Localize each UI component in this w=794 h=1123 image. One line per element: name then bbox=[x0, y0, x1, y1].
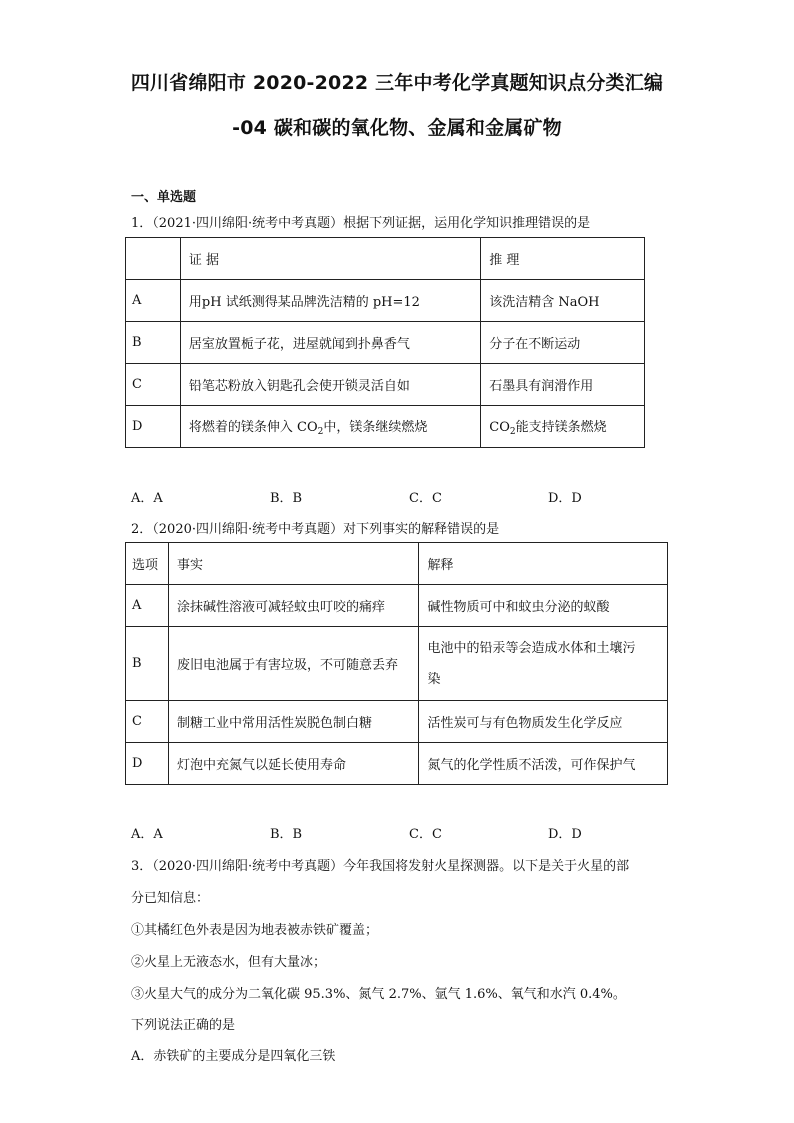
q3-info-3: ③火星大气的成分为二氧化碳 95.3%、氮气 2.7%、氩气 1.6%、氧气和水汽 0.4%。 bbox=[131, 987, 626, 1002]
q1-row-evidence: 居室放置栀子花，进屋就闻到扑鼻香气 bbox=[180, 322, 480, 364]
q1-row-reasoning: 分子在不断运动 bbox=[481, 322, 645, 364]
q1-row-evidence bbox=[180, 406, 480, 448]
option-a[interactable]: A．A bbox=[131, 491, 163, 506]
table-row bbox=[126, 701, 668, 743]
q2-row-explanation: 碱性物质可中和蚊虫分泌的蚁酸 bbox=[419, 585, 668, 627]
section-heading: 一、单选题 bbox=[131, 190, 197, 205]
q2-header-explanation: 解释 bbox=[419, 543, 668, 585]
reasoning-text: 能支持镁条燃烧 bbox=[515, 420, 607, 435]
q1-row-evidence: 铅笔芯粉放入钥匙孔会使开锁灵活自如 bbox=[180, 364, 480, 406]
table-row bbox=[126, 322, 645, 364]
option-c[interactable]: C．C bbox=[409, 827, 442, 842]
q2-row-explanation bbox=[419, 627, 668, 701]
reasoning-text: CO bbox=[489, 420, 510, 435]
option-a[interactable]: A．A bbox=[131, 827, 163, 842]
option-b[interactable]: B．B bbox=[270, 491, 303, 506]
option-c[interactable]: C．C bbox=[409, 491, 442, 506]
q1-row-key: A bbox=[126, 280, 181, 322]
q2-row-explanation: 氮气的化学性质不活泼，可作保护气 bbox=[419, 743, 668, 785]
option-d[interactable]: D．D bbox=[548, 491, 582, 506]
q1-table-header bbox=[126, 238, 645, 280]
subscript: 2 bbox=[509, 427, 516, 437]
q2-row-fact: 灯泡中充氮气以延长使用寿命 bbox=[168, 743, 419, 785]
q2-row-fact: 废旧电池属于有害垃圾，不可随意丢弃 bbox=[168, 627, 419, 701]
table-row bbox=[126, 280, 645, 322]
q3-option-a[interactable]: A．赤铁矿的主要成分是四氧化三铁 bbox=[131, 1049, 336, 1064]
q2-row-fact: 涂抹碱性溶液可减轻蚊虫叮咬的痛痒 bbox=[168, 585, 419, 627]
subscript: 2 bbox=[317, 427, 324, 437]
q2-row-fact: 制糖工业中常用活性炭脱色制白糖 bbox=[168, 701, 419, 743]
document-title-line2: -04 碳和碳的氧化物、金属和金属矿物 bbox=[232, 117, 562, 139]
q2-table bbox=[125, 542, 668, 785]
q1-row-evidence: 用pH 试纸测得某品牌洗洁精的 pH=12 bbox=[180, 280, 480, 322]
q1-row-reasoning: 石墨具有润滑作用 bbox=[481, 364, 645, 406]
q1-header-evidence: 证 据 bbox=[180, 238, 480, 280]
q2-stem: 2．（2020·四川绵阳·统考中考真题）对下列事实的解释错误的是 bbox=[131, 522, 500, 537]
q1-header-blank bbox=[126, 238, 181, 280]
table-row bbox=[126, 364, 645, 406]
q2-header-fact: 事实 bbox=[168, 543, 419, 585]
q2-row-key: C bbox=[126, 701, 169, 743]
q1-options bbox=[131, 487, 651, 507]
evidence-text: 中，镁条继续燃烧 bbox=[323, 420, 428, 435]
q1-table bbox=[125, 237, 645, 448]
table-row bbox=[126, 743, 668, 785]
q1-row-key: B bbox=[126, 322, 181, 364]
document-title-line1: 四川省绵阳市 2020-2022 三年中考化学真题知识点分类汇编 bbox=[130, 72, 664, 94]
q3-stem-line2: 分已知信息： bbox=[131, 891, 210, 906]
q1-row-key: D bbox=[126, 406, 181, 448]
option-d[interactable]: D．D bbox=[548, 827, 582, 842]
q1-row-reasoning: 该洗洁精含 NaOH bbox=[481, 280, 645, 322]
q2-table-header bbox=[126, 543, 668, 585]
q2-options bbox=[131, 823, 651, 843]
q2-row-key: D bbox=[126, 743, 169, 785]
q1-row-reasoning bbox=[481, 406, 645, 448]
option-b[interactable]: B．B bbox=[270, 827, 303, 842]
explanation-line: 染 bbox=[427, 671, 441, 687]
q2-row-key: A bbox=[126, 585, 169, 627]
table-row bbox=[126, 585, 668, 627]
explanation-line: 电池中的铅汞等会造成水体和土壤污 bbox=[427, 640, 636, 656]
q2-header-option: 选项 bbox=[126, 543, 169, 585]
q1-header-reasoning: 推 理 bbox=[481, 238, 645, 280]
q3-info-1: ①其橘红色外表是因为地表被赤铁矿覆盖； bbox=[131, 923, 379, 938]
q3-prompt: 下列说法正确的是 bbox=[131, 1018, 236, 1033]
q2-row-key: B bbox=[126, 627, 169, 701]
evidence-text: 将燃着的镁条伸入 CO bbox=[188, 420, 318, 435]
table-row bbox=[126, 406, 645, 448]
q3-info-2: ②火星上无液态水，但有大量冰； bbox=[131, 955, 327, 970]
q2-row-explanation: 活性炭可与有色物质发生化学反应 bbox=[419, 701, 668, 743]
q1-row-key: C bbox=[126, 364, 181, 406]
table-row bbox=[126, 627, 668, 701]
q3-stem-line1: 3．（2020·四川绵阳·统考中考真题）今年我国将发射火星探测器。以下是关于火星的部 bbox=[131, 859, 630, 874]
q1-stem: 1．（2021·四川绵阳·统考中考真题）根据下列证据，运用化学知识推理错误的是 bbox=[131, 216, 591, 231]
